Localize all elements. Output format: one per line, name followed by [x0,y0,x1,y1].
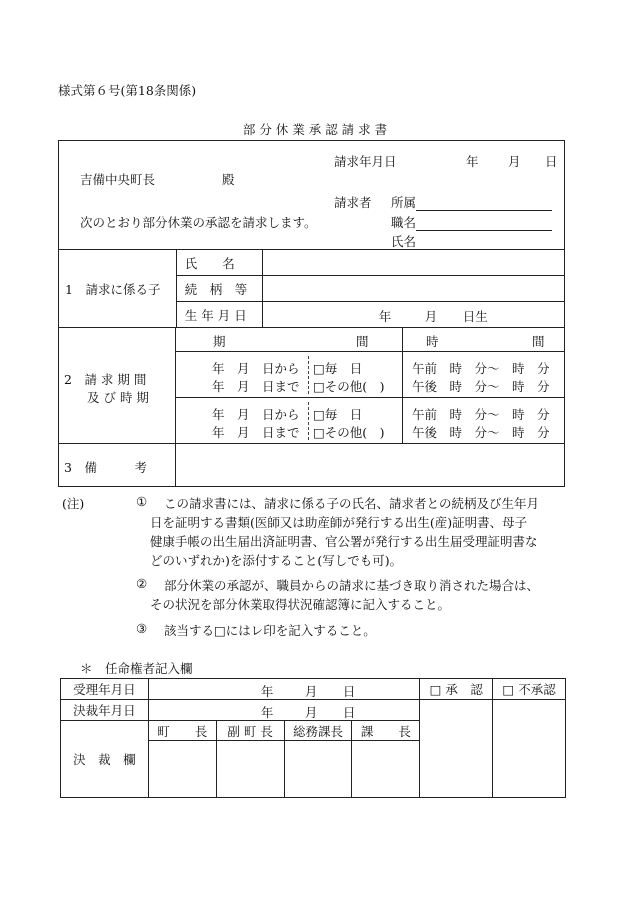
birth-month: 月 [424,309,438,324]
time-pm-2[interactable]: 午後 時 分～ 時 分 [412,425,550,440]
section3-label: 3 備 考 [64,460,147,475]
option-other-2[interactable]: □その他( ) [313,425,385,440]
note2-line2: その状況を部分休業取得状況確認簿に記入すること。 [150,597,451,612]
time-am-2[interactable]: 午前 時 分～ 時 分 [412,407,550,422]
period-from-1[interactable]: 年 月 日から [212,361,300,376]
notes-label: (注) [62,496,85,511]
section2-mid-line [175,397,564,398]
option-daily-2[interactable]: □毎 日 [313,407,363,422]
decided-month: 月 [304,705,318,720]
note1-line1: この請求書には、請求に係る子の氏名、請求者との続柄及び生年月 [164,496,540,511]
addressee: 吉備中央町長 [80,172,156,187]
col-time-b: 間 [532,334,545,349]
requester-label: 請求者 [334,195,372,210]
received-month: 月 [304,684,318,699]
period-from-2[interactable]: 年 月 日から [212,407,300,422]
note1-line3: 健康手帳の出生届出済証明書、官公署が発行する出生届受理証明書な [150,534,538,549]
note1-num: ① [136,494,148,509]
name-field[interactable] [391,232,552,250]
seal-section-chief[interactable] [352,741,420,798]
col-period-b: 間 [356,334,369,349]
request-month-label: 月 [508,154,521,169]
position-label: 職名 [391,215,417,230]
seal-deputy-mayor[interactable] [216,741,284,798]
role-mayor: 町 長 [148,721,216,741]
birthdate-field[interactable] [262,302,564,328]
remarks-field[interactable] [176,443,562,485]
role-general-affairs-chief: 総務課長 [284,721,352,741]
period-to-1[interactable]: 年 月 日まで [212,379,300,394]
request-year-label: 年 [466,154,479,169]
section1-label: 1 請求に係る子 [59,250,177,328]
section2-col-divider [402,327,403,443]
note2-line1: 部分休業の承認が、職員からの請求に基づき取り消された場合は、 [164,578,540,593]
section1-table [58,249,565,328]
relationship-field[interactable] [262,276,564,302]
note2-num: ② [136,576,148,591]
option-daily-1[interactable]: □毎 日 [313,361,363,376]
honorific: 殿 [222,172,235,187]
role-deputy-mayor: 副 町 長 [216,721,284,741]
request-text: 次のとおり部分休業の承認を請求します。 [80,215,317,230]
affiliation-label: 所属 [391,195,417,210]
time-am-1[interactable]: 午前 時 分～ 時 分 [412,361,550,376]
decided-date-field[interactable] [148,700,419,721]
birth-day: 日生 [462,309,488,324]
birth-year: 年 [378,309,392,324]
col-period-a: 期 [213,334,226,349]
received-date-field[interactable] [148,679,419,700]
decided-label: 決裁年月日 [61,700,149,721]
received-year: 年 [260,684,274,699]
dash-divider-2 [308,402,309,440]
position-field[interactable] [391,213,552,231]
decided-day: 日 [342,705,356,720]
approve-area[interactable] [420,700,493,798]
note3-num: ③ [136,621,148,636]
option-other-1[interactable]: □その他( ) [313,379,385,394]
birthdate-label: 生 年 月 日 [176,302,262,328]
request-day-label: 日 [545,154,558,169]
name-line [416,235,552,250]
seal-general-affairs-chief[interactable] [284,741,352,798]
note1-line4: どのいずれか)を添付すること(写しでも可)。 [150,553,403,568]
appointer-title: ＊ 任命権者記入欄 [80,661,193,676]
child-name-field[interactable] [262,250,564,276]
note1-line2: 日を証明する書類(医師又は助産師が発行する出生(産)証明書、母子 [150,515,528,530]
disapprove-area[interactable] [493,700,566,798]
note3-line1: 該当する□にはレ印を記入すること。 [164,623,376,638]
decided-year: 年 [260,705,274,720]
appointer-table [60,678,566,798]
approve-checkbox[interactable]: □ 承 認 [420,679,493,700]
col-time-a: 時 [426,334,439,349]
received-day: 日 [342,684,356,699]
request-date-label: 請求年月日 [334,154,397,169]
role-section-chief: 課 長 [352,721,420,741]
page-title: 部 分 休 業 承 認 請 求 書 [242,122,388,137]
child-name-label: 氏 名 [176,250,262,276]
dash-divider-1 [308,356,309,394]
disapprove-checkbox[interactable]: □ 不承認 [493,679,566,700]
name-label: 氏名 [391,234,417,249]
section2-header-line [175,351,564,352]
form-number: 様式第６号(第18条関係) [58,83,197,98]
affiliation-line [416,196,552,211]
relationship-label: 続 柄 等 [176,276,262,302]
time-pm-1[interactable]: 午後 時 分～ 時 分 [412,379,550,394]
decision-label: 決 裁 欄 [61,721,149,798]
section2-divider [175,327,176,443]
section2-label-line1: 2 請 求 期 間 [64,372,147,387]
seal-mayor[interactable] [148,741,216,798]
position-line [416,216,552,231]
affiliation-field[interactable] [391,193,552,211]
period-to-2[interactable]: 年 月 日まで [212,425,300,440]
received-label: 受理年月日 [61,679,149,700]
section2-label-line2: 及 び 時 期 [87,390,149,405]
